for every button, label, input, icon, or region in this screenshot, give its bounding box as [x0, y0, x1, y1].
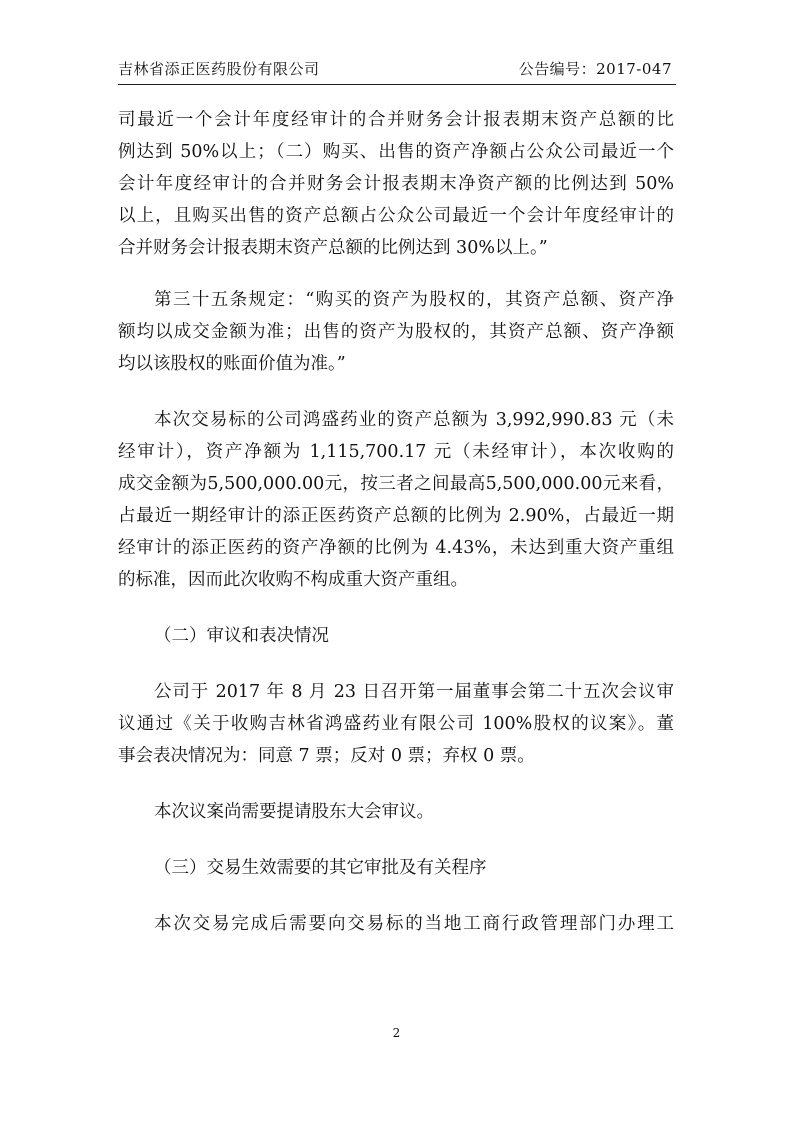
text-line: 议通过《关于收购吉林省鸿盛药业有限公司 100%股权的议案》。董 [118, 714, 674, 734]
text-line: 本次交易标的公司鸿盛药业的资产总额为 3,992,990.83 元（未 [154, 410, 674, 430]
paragraph-1 [118, 104, 674, 264]
section-heading-review: （二）审议和表决情况 [154, 626, 329, 646]
section-heading-approval: （三）交易生效需要的其它审批及有关程序 [154, 858, 487, 878]
text-line: 公司于 2017 年 8 月 23 日召开第一届董事会第二十五次会议审 [154, 682, 674, 702]
page-header [118, 58, 676, 85]
text-line: 以上，且购买出售的资产总额占公众公司最近一个会计年度经审计的 [118, 206, 674, 226]
paragraph-4 [118, 676, 674, 772]
text-line: 会计年度经审计的合并财务会计报表期末净资产额的比例达到 50% [118, 174, 674, 194]
text-line: 经审计的添正医药的资产净额的比例为 4.43%，未达到重大资产重组 [118, 538, 674, 558]
paragraph-5: 本次议案尚需要提请股东大会审议。 [154, 802, 434, 822]
paragraph-2 [118, 284, 674, 380]
text-line: 额均以成交金额为准；出售的资产为股权的，其资产总额、资产净额 [118, 322, 674, 342]
paragraph-6: 本次交易完成后需要向交易标的当地工商行政管理部门办理工 [154, 914, 674, 934]
text-line: 例达到 50%以上；（二）购买、出售的资产净额占公众公司最近一个 [118, 142, 674, 162]
page-number: 2 [392, 1026, 401, 1040]
text-line: 司最近一个会计年度经审计的合并财务会计报表期末资产总额的比 [118, 110, 674, 130]
text-line: 占最近一期经审计的添正医药资产总额的比例为 2.90%，占最近一期 [118, 506, 674, 526]
text-line: 的标准，因而此次收购不构成重大资产重组。 [118, 570, 468, 590]
paragraph-3 [118, 404, 674, 596]
notice-number: 公告编号：2017-047 [518, 60, 672, 78]
text-line: 成交金额为5,500,000.00元，按三者之间最高5,500,000.00元来看， [118, 474, 674, 494]
text-line: 经审计），资产净额为 1,115,700.17 元（未经审计），本次收购的 [118, 442, 674, 462]
text-line: 第三十五条规定：“购买的资产为股权的，其资产总额、资产净 [154, 290, 674, 310]
company-name: 吉林省添正医药股份有限公司 [118, 60, 320, 78]
text-line: 合并财务会计报表期末资产总额的比例达到 30%以上。” [118, 238, 548, 258]
document-body [118, 104, 674, 940]
text-line: 事会表决情况为：同意 7 票；反对 0 票；弃权 0 票。 [118, 746, 535, 766]
text-line: 均以该股权的账面价值为准。” [118, 354, 346, 374]
